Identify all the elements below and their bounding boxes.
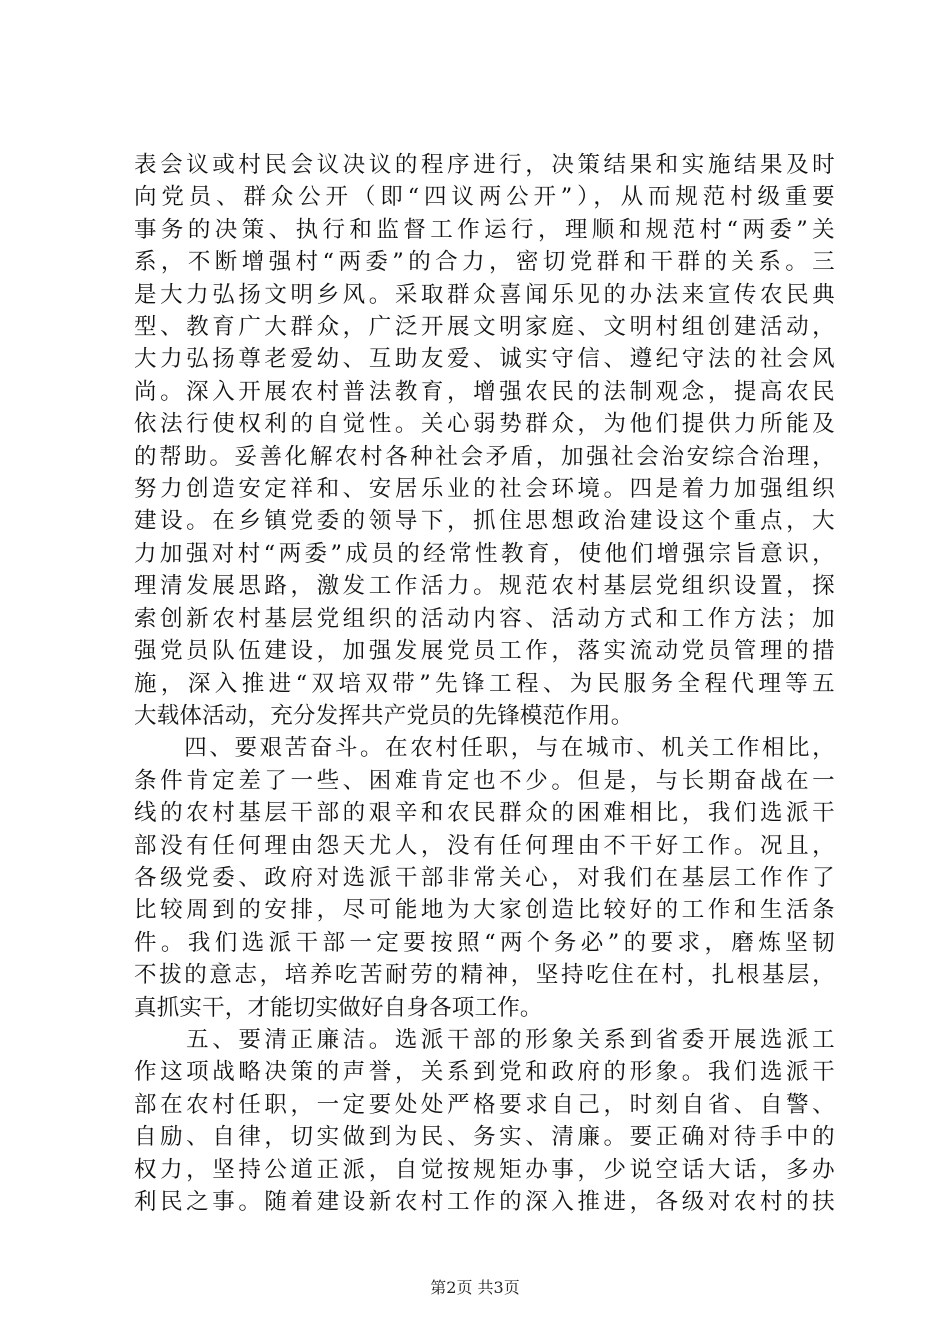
text-line: 自励、自律，切实做到为民、务实、清廉。要正确对待手中的 — [134, 1124, 834, 1151]
text-line: 建设。在乡镇党委的领导下，抓住思想政治建设这个重点，大 — [134, 508, 834, 535]
text-line: 线的农村基层干部的艰辛和农民群众的困难相比，我们选派干 — [134, 800, 834, 827]
text-line: 不拔的意志，培养吃苦耐劳的精神，坚持吃住在村，扎根基层， — [134, 962, 834, 989]
text-line: 大力弘扬尊老爱幼、互助友爱、诚实守信、遵纪守法的社会风 — [134, 346, 834, 373]
text-line: 向党员、群众公开（即“四议两公开”），从而规范村级重要 — [134, 184, 834, 211]
text-line: 型、教育广大群众，广泛开展文明家庭、文明村组创建活动， — [134, 314, 834, 341]
text-line: 部没有任何理由怨天尤人，没有任何理由不干好工作。况且， — [134, 832, 834, 859]
text-line: 利民之事。随着建设新农村工作的深入推进，各级对农村的扶 — [134, 1189, 834, 1215]
text-line: 真抓实干，才能切实做好自身各项工作。 — [134, 994, 543, 1021]
text-line: 表会议或村民会议决议的程序进行，决策结果和实施结果及时 — [134, 152, 834, 178]
text-line: 四、要艰苦奋斗。在农村任职，与在城市、机关工作相比， — [134, 735, 834, 762]
text-line: 的帮助。妥善化解农村各种社会矛盾，加强社会治安综合治理， — [134, 443, 834, 470]
text-line: 大载体活动，充分发挥共产党员的先锋模范作用。 — [134, 702, 634, 729]
text-line: 努力创造安定祥和、安居乐业的社会环境。四是着力加强组织 — [134, 476, 834, 503]
page-number: 第2页 共3页 — [430, 1278, 520, 1297]
text-line: 强党员队伍建设，加强发展党员工作，落实流动党员管理的措 — [134, 638, 834, 665]
text-line: 索创新农村基层党组织的活动内容、活动方式和工作方法；加 — [134, 605, 834, 632]
body-text — [134, 149, 834, 1218]
text-line: 尚。深入开展农村普法教育，增强农民的法制观念，提高农民 — [134, 378, 834, 405]
text-line: 部在农村任职，一定要处处严格要求自己，时刻自省、自警、 — [134, 1091, 834, 1118]
text-line: 力加强对村“两委”成员的经常性教育，使他们增强宗旨意识， — [134, 540, 834, 567]
text-line: 件。我们选派干部一定要按照“两个务必”的要求，磨炼坚韧 — [134, 929, 834, 956]
text-line: 是大力弘扬文明乡风。采取群众喜闻乐见的办法来宣传农民典 — [134, 281, 834, 308]
page-footer — [0, 1278, 950, 1298]
text-line: 比较周到的安排，尽可能地为大家创造比较好的工作和生活条 — [134, 897, 834, 924]
text-line: 作这项战略决策的声誉，关系到党和政府的形象。我们选派干 — [134, 1059, 834, 1086]
text-line: 事务的决策、执行和监督工作运行，理顺和规范村“两委”关 — [134, 216, 834, 243]
text-line: 各级党委、政府对选派干部非常关心，对我们在基层工作作了 — [134, 864, 834, 891]
text-line: 施，深入推进“双培双带”先锋工程、为民服务全程代理等五 — [134, 670, 834, 697]
text-line: 理清发展思路，激发工作活力。规范农村基层党组织设置，探 — [134, 573, 834, 600]
text-line: 系，不断增强村“两委”的合力，密切党群和干群的关系。三 — [134, 249, 834, 276]
text-line: 依法行使权利的自觉性。关心弱势群众，为他们提供力所能及 — [134, 411, 834, 438]
text-line: 条件肯定差了一些、困难肯定也不少。但是，与长期奋战在一 — [134, 767, 834, 794]
text-line: 五、要清正廉洁。选派干部的形象关系到省委开展选派工 — [134, 1026, 834, 1053]
text-line: 权力，坚持公道正派，自觉按规矩办事，少说空话大话，多办 — [134, 1156, 834, 1183]
document-body — [134, 149, 834, 1218]
